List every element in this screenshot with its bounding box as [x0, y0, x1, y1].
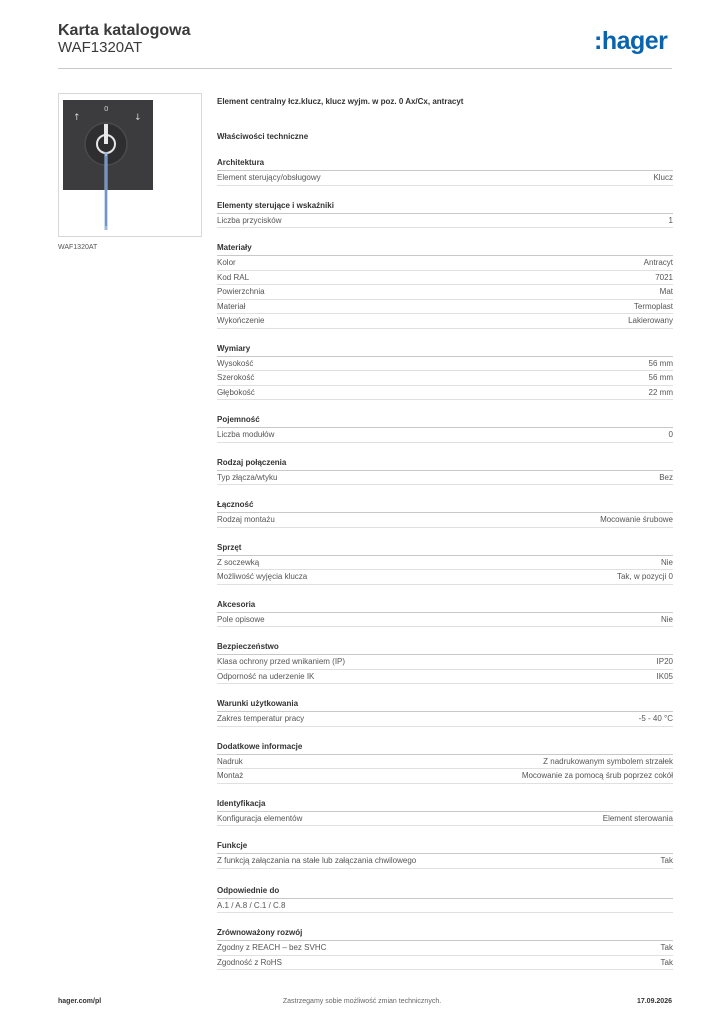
- section-heading: Rodzaj połączenia: [217, 457, 673, 471]
- arrow-up-icon: ↑: [73, 113, 81, 123]
- position-zero-label: 0: [104, 105, 109, 113]
- key-switch-illustration: [59, 94, 201, 236]
- spec-row: [217, 285, 673, 300]
- spec-row: [217, 755, 673, 770]
- spec-row: [217, 300, 673, 315]
- spec-label: Z funkcją załączania na stałe lub załączania chwilowego: [217, 856, 417, 865]
- spec-label: Liczba przycisków: [217, 215, 282, 225]
- hager-logo[interactable]: :hager: [594, 27, 668, 55]
- spec-value: Mocowanie śrubowe: [600, 515, 673, 524]
- spec-row: [217, 941, 673, 956]
- spec-label: Materiał: [217, 301, 246, 311]
- spec-row: [217, 214, 673, 229]
- spec-label: Kod RAL: [217, 272, 250, 282]
- spec-value: Klucz: [653, 173, 673, 182]
- spec-row: [217, 471, 673, 486]
- spec-value: 56 mm: [648, 358, 673, 368]
- spec-section: [217, 741, 673, 784]
- spec-row: [217, 271, 673, 286]
- spec-label: Z soczewką: [217, 557, 260, 567]
- spec-section: [217, 414, 673, 443]
- spec-row: [217, 613, 673, 628]
- spec-row: [217, 428, 673, 443]
- spec-label: Zakres temperatur pracy: [217, 714, 305, 723]
- spec-value: Nie: [660, 614, 673, 624]
- spec-label: Nadruk: [217, 756, 243, 766]
- spec-row: [217, 371, 673, 386]
- spec-section: [217, 798, 673, 827]
- spec-section: [217, 927, 673, 970]
- product-image: [58, 93, 202, 237]
- spec-label: A.1 / A.8 / C.1 / C.8: [217, 900, 286, 910]
- spec-label: Zgodny z REACH – bez SVHC: [217, 943, 327, 952]
- spec-row: [217, 314, 673, 329]
- section-heading: Zrównoważony rozwój: [217, 927, 673, 941]
- section-heading: Bezpieczeństwo: [217, 641, 673, 655]
- spec-label: Możliwość wyjęcia klucza: [217, 572, 308, 581]
- spec-section: [217, 885, 673, 914]
- spec-section: [217, 641, 673, 684]
- spec-row: [217, 899, 673, 914]
- footer-website[interactable]: hager.com/pl: [58, 998, 102, 1005]
- spec-label: Powierzchnia: [217, 287, 265, 296]
- spec-value: IP20: [656, 657, 673, 666]
- spec-value: 0: [668, 430, 673, 439]
- spec-value: 22 mm: [648, 387, 673, 397]
- spec-row: [217, 670, 673, 685]
- spec-content: [217, 96, 673, 970]
- spec-value: Tak: [660, 856, 673, 865]
- spec-value: Termoplast: [633, 301, 673, 311]
- spec-label: Klasa ochrony przed wnikaniem (IP): [217, 657, 346, 666]
- spec-section: [217, 242, 673, 329]
- section-heading: Warunki użytkowania: [217, 698, 673, 712]
- spec-value: Antracyt: [643, 258, 673, 267]
- spec-row: [217, 256, 673, 271]
- spec-section: [217, 542, 673, 585]
- spec-value: Mat: [659, 287, 673, 296]
- spec-section: [217, 343, 673, 401]
- spec-row: [217, 956, 673, 971]
- spec-label: Liczba modułów: [217, 430, 275, 439]
- spec-section: [217, 840, 673, 869]
- spec-label: Zgodność z RoHS: [217, 957, 282, 967]
- spec-label: Montaż: [217, 771, 244, 780]
- footer-date: 17.09.2026: [636, 998, 672, 1005]
- spec-row: [217, 570, 673, 585]
- spec-label: Szerokość: [217, 373, 255, 382]
- spec-label: Element sterujący/obsługowy: [217, 173, 321, 182]
- spec-section: [217, 499, 673, 528]
- spec-section: [217, 157, 673, 186]
- spec-label: Kolor: [217, 258, 236, 267]
- spec-label: Typ złącza/wtyku: [217, 472, 278, 482]
- spec-section: [217, 200, 673, 229]
- spec-value: Tak: [660, 957, 673, 967]
- spec-value: Tak, w pozycji 0: [616, 572, 673, 581]
- section-heading: Pojemność: [217, 414, 673, 428]
- header-divider: [58, 68, 672, 69]
- spec-label: Rodzaj montażu: [217, 515, 275, 524]
- spec-row: [217, 712, 673, 727]
- spec-section: [217, 457, 673, 486]
- spec-row: [217, 513, 673, 528]
- spec-value: 7021: [655, 272, 673, 282]
- key-head: [104, 124, 108, 144]
- spec-label: Wykończenie: [217, 316, 265, 325]
- spec-value: Tak: [660, 943, 673, 952]
- product-code: WAF1320AT: [58, 39, 143, 56]
- spec-section: [217, 698, 673, 727]
- spec-row: [217, 357, 673, 372]
- spec-label: Konfiguracja elementów: [217, 813, 303, 823]
- section-heading: Akcesoria: [217, 599, 673, 613]
- spec-value: Z nadrukowanym symbolem strzałek: [543, 756, 673, 766]
- spec-value: IK05: [656, 671, 673, 681]
- spec-label: Odporność na uderzenie IK: [217, 671, 315, 681]
- product-description: Element centralny łcz.klucz, klucz wyjm. w poz. 0 Ax/Cx, antracyt: [217, 97, 464, 106]
- section-heading: Odpowiednie do: [217, 885, 673, 899]
- section-heading: Architektura: [217, 157, 673, 171]
- page-title: Karta katalogowa: [58, 22, 191, 39]
- spec-label: Pole opisowe: [217, 614, 265, 624]
- spec-label: Wysokość: [217, 358, 254, 368]
- section-heading: Łączność: [217, 499, 673, 513]
- spec-section: [217, 599, 673, 628]
- section-heading: Elementy sterujące i wskaźniki: [217, 200, 673, 214]
- footer-disclaimer: Zastrzegamy sobie możliwość zmian technicznych.: [282, 998, 442, 1005]
- spec-value: Element sterowania: [602, 813, 673, 823]
- section-heading: Identyfikacja: [217, 798, 673, 812]
- arrow-down-icon: ↓: [134, 113, 142, 123]
- spec-row: [217, 386, 673, 401]
- spec-row: [217, 769, 673, 784]
- spec-value: 56 mm: [648, 373, 673, 382]
- spec-value: Bez: [659, 472, 673, 482]
- extra-sections: [217, 885, 673, 971]
- spec-row: [217, 655, 673, 670]
- section-heading: Wymiary: [217, 343, 673, 357]
- spec-sections: [217, 157, 673, 869]
- spec-value: Nie: [660, 557, 673, 567]
- spec-label: Głębokość: [217, 387, 255, 397]
- tech-heading: Właściwości techniczne: [217, 132, 309, 141]
- spec-value: Mocowanie za pomocą śrub poprzez cokół: [521, 771, 673, 780]
- section-heading: Sprzęt: [217, 542, 673, 556]
- spec-row: [217, 812, 673, 827]
- section-heading: Funkcje: [217, 840, 673, 854]
- section-heading: Materiały: [217, 242, 673, 256]
- spec-row: [217, 854, 673, 869]
- spec-value: 1: [668, 215, 673, 225]
- spec-value: -5 - 40 °C: [638, 714, 673, 723]
- spec-value: Lakierowany: [628, 316, 673, 325]
- section-heading: Dodatkowe informacje: [217, 741, 673, 755]
- image-caption: WAF1320AT: [58, 244, 98, 251]
- spec-row: [217, 171, 673, 186]
- spec-row: [217, 556, 673, 571]
